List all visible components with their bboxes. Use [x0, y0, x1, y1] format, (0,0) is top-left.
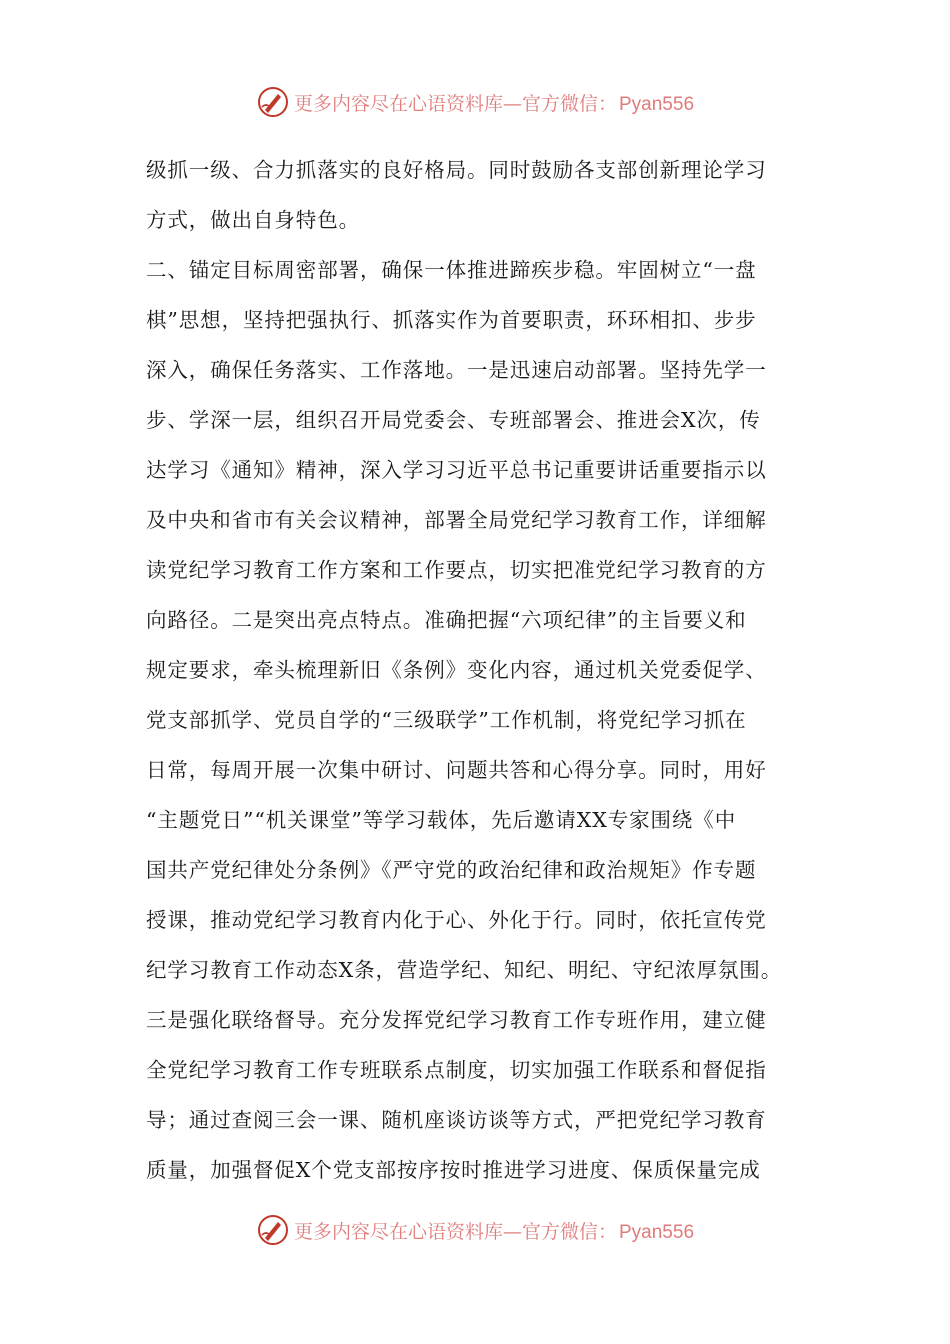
wechat-id: Pyan556	[619, 1221, 695, 1243]
banner-text: 更多内容尽在心语资料库—官方微信： Pyan556	[293, 92, 695, 115]
text-line: 全党纪学习教育工作专班联系点制度，切实加强工作联系和督促指	[146, 1058, 767, 1082]
text-line: 日常，每周开展一次集中研讨、问题共答和心得分享。同时，用好	[146, 758, 767, 782]
text-line: 及中央和省市有关会议精神，部署全局党纪学习教育工作，详细解	[146, 508, 767, 532]
text-line: 读党纪学习教育工作方案和工作要点，切实把准党纪学习教育的方	[146, 558, 767, 582]
text-line: 向路径。二是突出亮点特点。准确把握“六项纪律”的主旨要义和	[146, 608, 747, 632]
document-body	[146, 148, 806, 1198]
text-line: 三是强化联络督导。充分发挥党纪学习教育工作专班作用，建立健	[146, 1008, 767, 1032]
wechat-id: Pyan556	[619, 93, 695, 115]
text-line: 步、学深一层，组织召开局党委会、专班部署会、推进会X次，传	[146, 408, 761, 432]
text-line: 党支部抓学、党员自学的“三级联学”工作机制，将党纪学习抓在	[146, 708, 747, 732]
banner-text: 更多内容尽在心语资料库—官方微信： Pyan556	[293, 1220, 695, 1243]
header-banner	[0, 82, 950, 122]
pen-logo-icon	[256, 85, 290, 119]
text-line: “主题党日”“机关课堂”等学习载体，先后邀请XX专家围绕《中	[146, 808, 737, 832]
text-line: 导；通过查阅三会一课、随机座谈访谈等方式，严把党纪学习教育	[146, 1108, 767, 1132]
text-line: 方式，做出自身特色。	[146, 208, 360, 232]
footer-banner	[0, 1210, 950, 1250]
text-line: 深入，确保任务落实、工作落地。一是迅速启动部署。坚持先学一	[146, 358, 767, 382]
pen-logo-icon	[256, 1213, 290, 1247]
text-line: 规定要求，牵头梳理新旧《条例》变化内容，通过机关党委促学、	[146, 658, 767, 682]
text-line: 二、锚定目标周密部署，确保一体推进蹄疾步稳。牢固树立“一盘	[146, 258, 757, 282]
text-line: 达学习《通知》精神，深入学习习近平总书记重要讲话重要指示以	[146, 458, 767, 482]
text-line: 级抓一级、合力抓落实的良好格局。同时鼓励各支部创新理论学习	[146, 158, 767, 182]
text-line: 授课，推动党纪学习教育内化于心、外化于行。同时，依托宣传党	[146, 908, 767, 932]
text-line: 质量，加强督促X个党支部按序按时推进学习进度、保质保量完成	[146, 1158, 761, 1182]
text-line: 棋”思想，坚持把强执行、抓落实作为首要职责，环环相扣、步步	[146, 308, 757, 332]
text-line: 国共产党纪律处分条例》《严守党的政治纪律和政治规矩》作专题	[146, 858, 757, 882]
text-line: 纪学习教育工作动态X条，营造学纪、知纪、明纪、守纪浓厚氛围。	[146, 958, 783, 982]
